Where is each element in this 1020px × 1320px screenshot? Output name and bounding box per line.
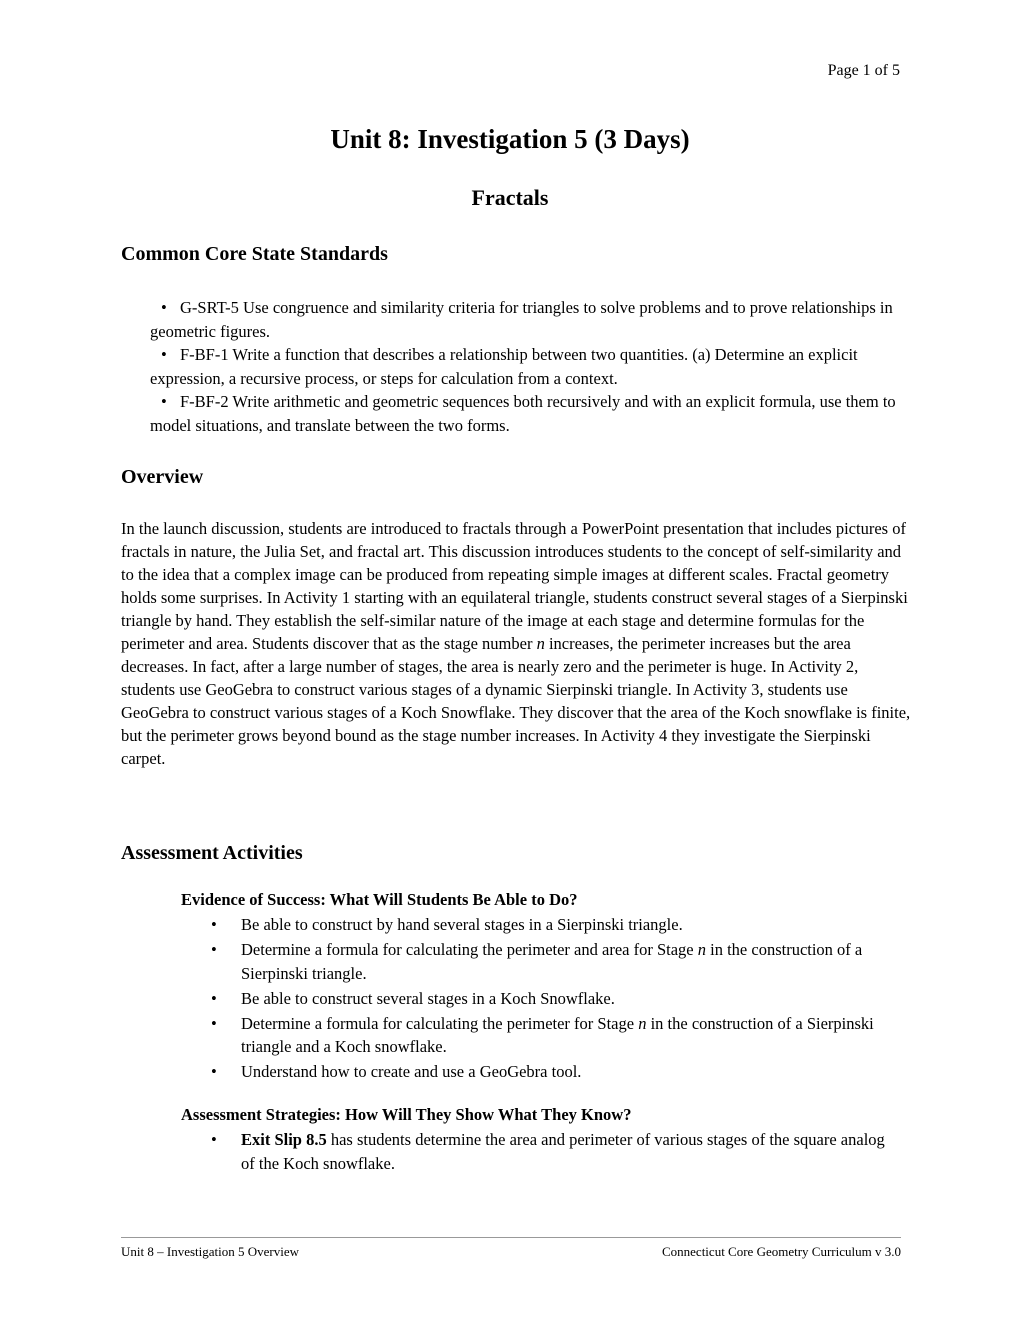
bullet-icon: • [161, 345, 167, 364]
bullet-icon: • [211, 1013, 217, 1033]
overview-paragraph [121, 517, 911, 770]
overview-text-part2: increases, the perimeter increases but the area decreases. In fact, after a large number of stages, the area is nearly zero and the perimeter is huge. In Activity 2, students use GeoGebra to construct various stages of a dynamic Sierpinski triangle. In Activity 3, students use GeoGebra to construct various stages of a Koch Snowflake. They discover that the area of the Koch snowflake is finite, but the perimeter grows beyond bound as the stage number increases. In Activity 4 they investigate the Sierpinski carpet. [121, 634, 911, 768]
bullet-icon: • [211, 915, 217, 934]
list-item [211, 913, 901, 937]
document-subtitle: Fractals [471, 185, 549, 210]
page-number: Page 1 of 5 [827, 62, 900, 79]
evidence-item-text: Understand how to create and use a GeoGebra tool. [241, 1062, 582, 1081]
standard-text: F-BF-1 Write a function that describes a relationship between two quantities. (a) Determine an explicit expression, a recursive process, or steps for calculation from a context. [150, 345, 858, 388]
evidence-item-text: Be able to construct by hand several stages in a Sierpinski triangle. [241, 915, 683, 934]
list-item [150, 390, 910, 437]
bullet-icon: • [211, 1130, 217, 1149]
list-item [211, 1012, 901, 1059]
variable-n: n [697, 940, 706, 959]
standard-text: G-SRT-5 Use congruence and similarity criteria for triangles to solve problems and to prove relationships in geometric figures. [150, 298, 893, 341]
bullet-icon: • [211, 988, 217, 1008]
standards-list [150, 296, 910, 437]
exit-slip-label: Exit Slip 8.5 [241, 1130, 327, 1149]
list-item [211, 1060, 901, 1084]
evidence-item-text: in the construction of a Sierpinski triangle. [241, 940, 863, 983]
overview-heading: Overview [121, 466, 204, 488]
evidence-list [211, 913, 901, 1085]
bullet-icon: • [211, 940, 217, 959]
strategy-item-text: has students determine the area and perimeter of various stages of the square analog of the Koch snowflake. [241, 1130, 885, 1173]
footer-left-text: Unit 8 – Investigation 5 Overview [121, 1244, 299, 1259]
standard-text: F-BF-2 Write arithmetic and geometric sequences both recursively and with an explicit formula, use them to model situations, and translate between the two forms. [150, 392, 896, 435]
list-item [211, 1128, 901, 1175]
footer-right-text: Connecticut Core Geometry Curriculum v 3.0 [661, 1244, 901, 1259]
variable-n: n [536, 634, 545, 653]
strategies-list [211, 1128, 901, 1177]
list-item [211, 987, 901, 1011]
bullet-icon: • [161, 392, 167, 411]
footer-divider [121, 1237, 901, 1238]
list-item [150, 343, 910, 390]
document-title: Unit 8: Investigation 5 (3 Days) [330, 124, 690, 154]
variable-n: n [638, 1013, 647, 1033]
evidence-item-text: in the construction of a Sierpinski triangle and a Koch snowflake. [241, 1013, 874, 1056]
evidence-item-text: Determine a formula for calculating the perimeter and area for Stage [241, 940, 694, 959]
bullet-icon: • [211, 1062, 217, 1081]
evidence-item-text: Be able to construct several stages in a Koch Snowflake. [241, 988, 615, 1008]
assessment-heading: Assessment Activities [121, 842, 303, 864]
list-item [150, 296, 910, 343]
standards-heading: Common Core State Standards [121, 243, 388, 265]
bullet-icon: • [161, 298, 167, 317]
evidence-heading: Evidence of Success: What Will Students Be Able to Do? [181, 890, 578, 909]
strategies-heading: Assessment Strategies: How Will They Show What They Know? [181, 1105, 632, 1124]
overview-text-part1: In the launch discussion, students are introduced to fractals through a PowerPoint presentation that includes pictures of fractals in nature, the Julia Set, and fractal art. This discussion introduces students to the concept of self-similarity and to the idea that a complex image can be produced from repeating simple images at different scales. Fractal geometry holds some surprises. In Activity 1 starting with an equilateral triangle, students construct several stages of a Sierpinski triangle by hand. They establish the self-similar nature of the image at each stage and determine formulas for the perimeter and area. Students discover that as the stage number [121, 519, 908, 653]
list-item [211, 938, 901, 985]
evidence-item-text: Determine a formula for calculating the perimeter for Stage [241, 1013, 635, 1033]
